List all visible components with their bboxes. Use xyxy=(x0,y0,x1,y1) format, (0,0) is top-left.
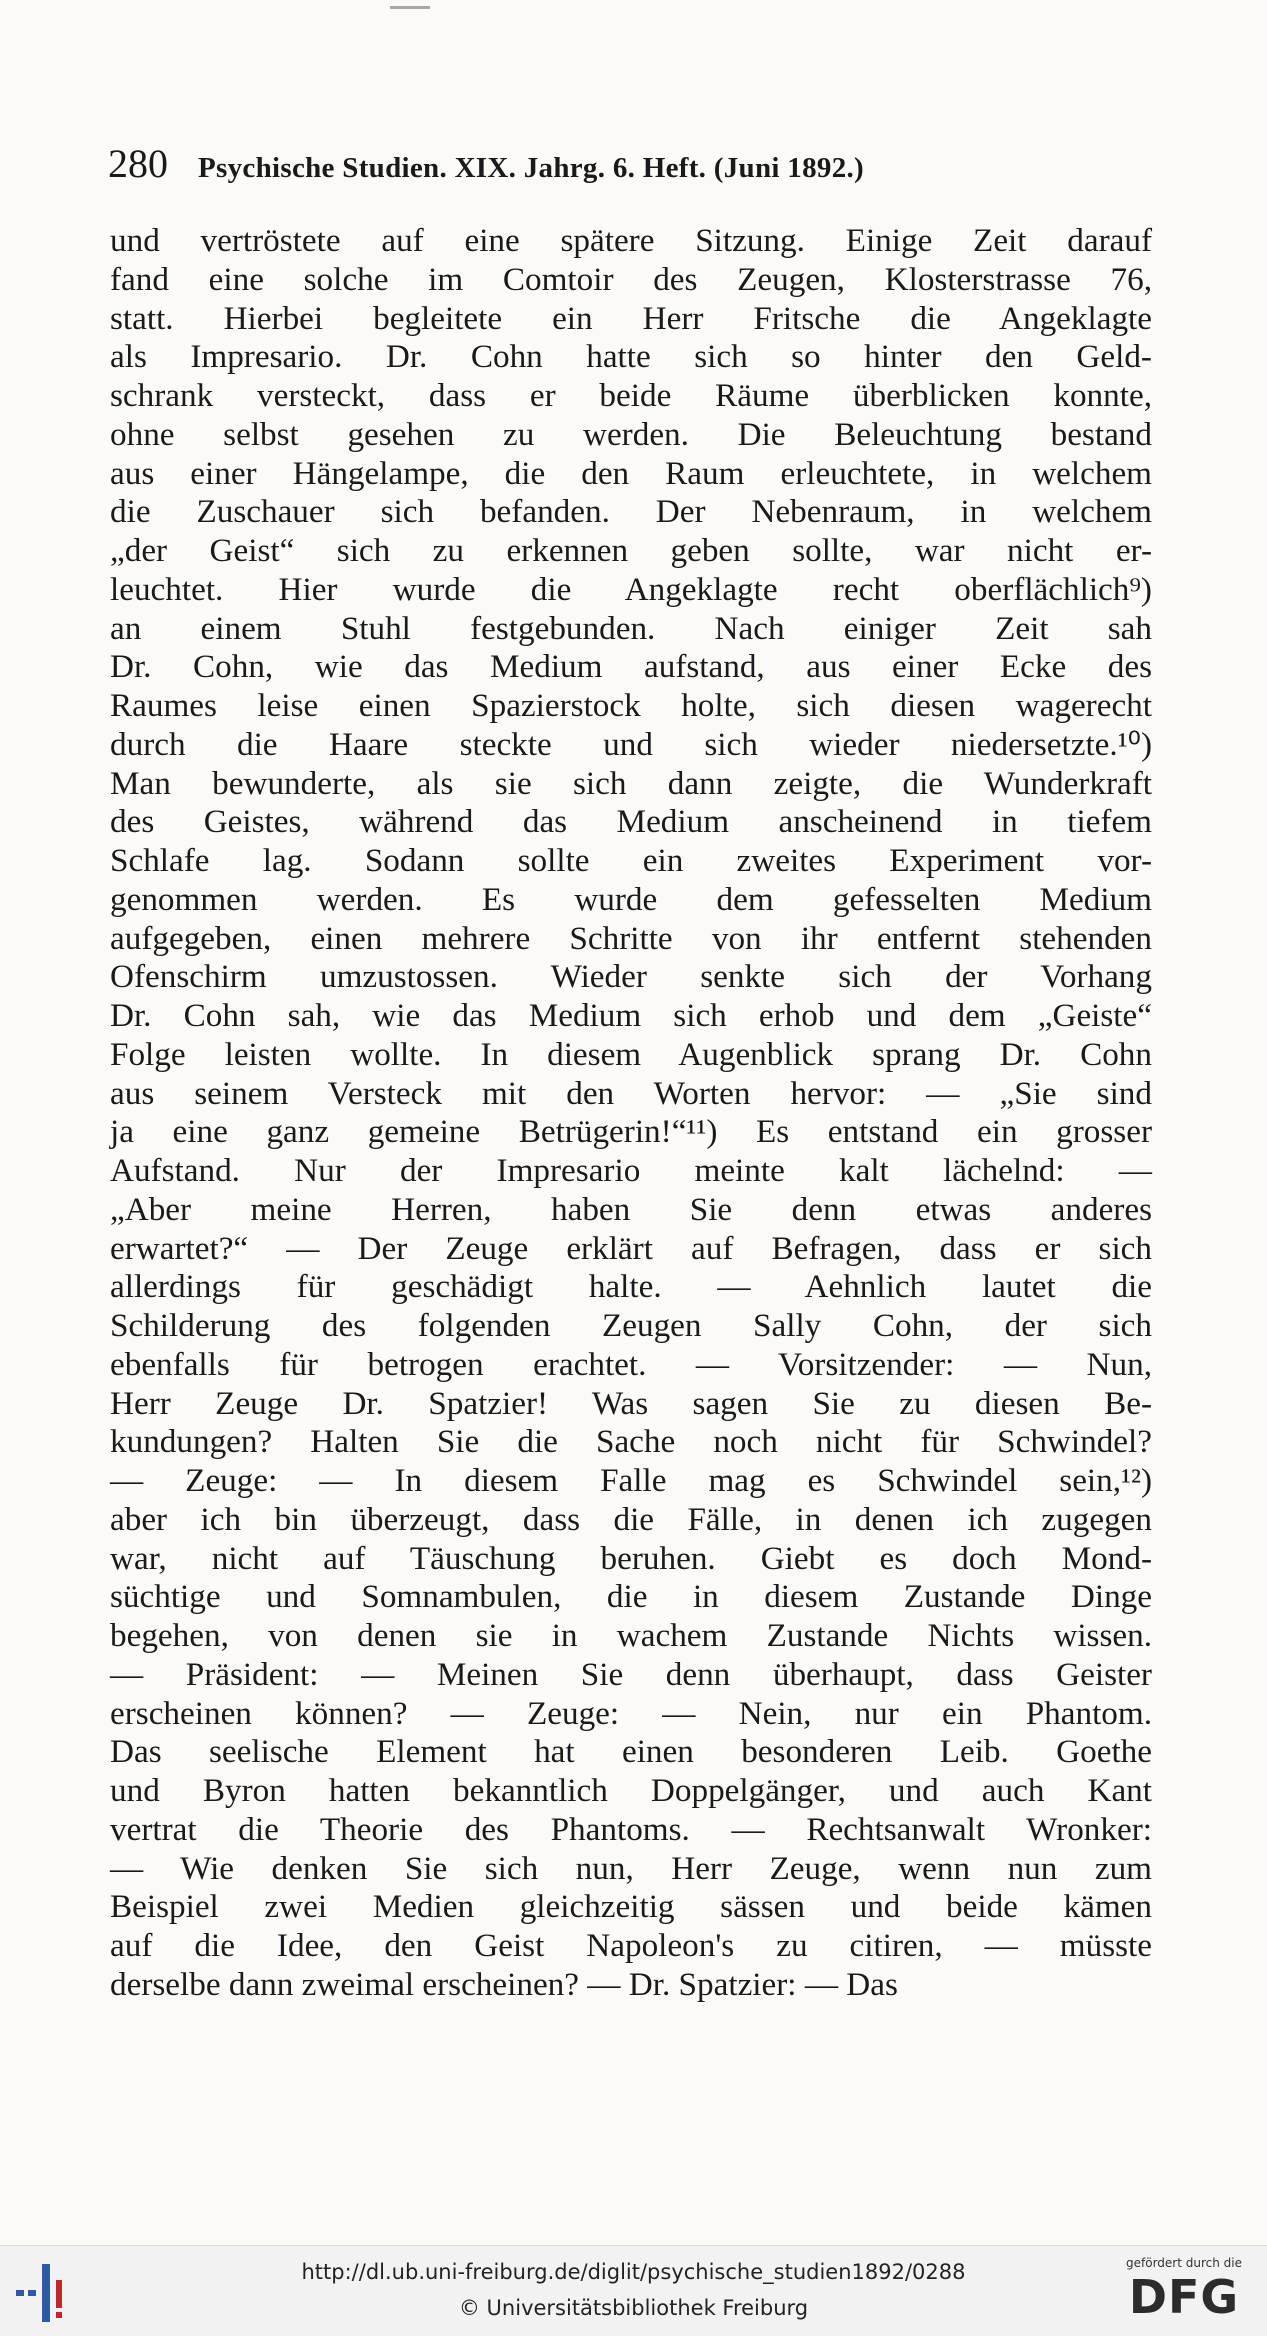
text-line: leuchtet. Hier wurde die Angeklagte recht oberflächlich⁹) xyxy=(110,570,1152,608)
text-line: ebenfalls für betrogen erachtet. — Vorsitzender: — Nun, xyxy=(110,1345,1152,1383)
dfg-badge xyxy=(1119,2256,1249,2332)
text-line: fand eine solche im Comtoir des Zeugen, Klosterstrasse 76, xyxy=(110,260,1152,298)
text-line: Das seelische Element hat einen besonderen Leib. Goethe xyxy=(110,1733,1152,1771)
text-line: „Aber meine Herren, haben Sie denn etwas anderes xyxy=(110,1190,1152,1228)
text-line: und Byron hatten bekanntlich Doppelgänger, und auch Kant xyxy=(110,1772,1152,1809)
text-line: statt. Hierbei begleitete ein Herr Fritsche die Angeklagte xyxy=(110,299,1152,337)
text-line: auf die Idee, den Geist Napoleon's zu citiren, — müsste xyxy=(110,1927,1152,1964)
text-line: „der Geist“ sich zu erkennen geben sollte, war nicht er- xyxy=(110,532,1152,569)
text-line: begehen, von denen sie in wachem Zustande Nichts wissen. xyxy=(110,1617,1152,1654)
footer-copyright: © Universitätsbibliothek Freiburg xyxy=(458,2296,809,2320)
text-line: Schilderung des folgenden Zeugen Sally Cohn, der sich xyxy=(110,1307,1152,1344)
dfg-caption: gefördert durch die xyxy=(1126,2256,1242,2270)
text-line: ohne selbst gesehen zu werden. Die Beleuchtung bestand xyxy=(110,415,1152,453)
text-line: Folge leisten wollte. In diesem Augenblick sprang Dr. Cohn xyxy=(110,1035,1152,1073)
text-line: war, nicht auf Täuschung beruhen. Giebt es doch Mond- xyxy=(110,1539,1152,1577)
text-line: erwartet?“ — Der Zeuge erklärt auf Befragen, dass er sich xyxy=(110,1229,1152,1267)
text-line: Schlafe lag. Sodann sollte ein zweites Experiment vor- xyxy=(110,842,1152,879)
text-line: Ofenschirm umzustossen. Wieder senkte sich der Vorhang xyxy=(110,958,1152,996)
text-line: süchtige und Somnambulen, die in diesem Zustande Dinge xyxy=(110,1578,1152,1616)
page-number: 280 xyxy=(108,141,168,186)
running-head xyxy=(108,140,1168,190)
text-line: aus seinem Versteck mit den Worten hervor: — „Sie sind xyxy=(110,1074,1152,1112)
text-line: genommen werden. Es wurde dem gefesselten Medium xyxy=(110,880,1152,918)
text-line: Herr Zeuge Dr. Spatzier! Was sagen Sie zu diesen Be- xyxy=(110,1384,1152,1422)
text-line: erscheinen können? — Zeuge: — Nein, nur ein Phantom. xyxy=(110,1694,1152,1732)
text-line: aber ich bin überzeugt, dass die Fälle, in denen ich zugegen xyxy=(110,1500,1152,1538)
text-line: an einem Stuhl festgebunden. Nach einiger Zeit sah xyxy=(110,609,1152,647)
text-line: — Präsident: — Meinen Sie denn überhaupt, dass Geister xyxy=(110,1655,1152,1693)
text-line: allerdings für geschädigt halte. — Aehnlich lautet die xyxy=(110,1268,1152,1306)
text-line: vertrat die Theorie des Phantoms. — Rechtsanwalt Wronker: xyxy=(110,1810,1152,1848)
text-line: — Wie denken Sie sich nun, Herr Zeuge, wenn nun zum xyxy=(110,1849,1152,1887)
text-line: — Zeuge: — In diesem Falle mag es Schwindel sein,¹²) xyxy=(110,1462,1152,1499)
text-line: aus einer Hängelampe, die den Raum erleuchtete, in welchem xyxy=(110,454,1152,492)
text-line: Dr. Cohn, wie das Medium aufstand, aus einer Ecke des xyxy=(110,648,1152,686)
text-line: schrank versteckt, dass er beide Räume überblicken konnte, xyxy=(110,377,1152,414)
text-line: aufgegeben, einen mehrere Schritte von ihr entfernt stehenden xyxy=(110,919,1152,957)
text-line: Man bewunderte, als sie sich dann zeigte, die Wunderkraft xyxy=(110,764,1152,802)
text-line: durch die Haare steckte und sich wieder niedersetzte.¹⁰) xyxy=(110,725,1152,763)
text-line: und vertröstete auf eine spätere Sitzung. Einige Zeit darauf xyxy=(110,222,1152,259)
text-line: Aufstand. Nur der Impresario meinte kalt lächelnd: — xyxy=(110,1152,1152,1189)
text-line: derselbe dann zweimal erscheinen? — Dr. Spatzier: — Das xyxy=(110,1965,898,2003)
dfg-logo: DFG xyxy=(1128,2270,1240,2324)
journal-header: Psychische Studien. XIX. Jahrg. 6. Heft. (Juni 1892.) xyxy=(198,152,865,184)
scan-mark xyxy=(390,6,430,9)
text-line: Dr. Cohn sah, wie das Medium sich erhob und dem „Geiste“ xyxy=(110,997,1152,1034)
text-line: ja eine ganz gemeine Betrügerin!“¹¹) Es entstand ein grosser xyxy=(110,1113,1152,1151)
text-line: als Impresario. Dr. Cohn hatte sich so hinter den Geld- xyxy=(110,338,1152,376)
footer-url-link[interactable]: http://dl.ub.uni-freiburg.de/diglit/psychische_studien1892/0288 xyxy=(301,2260,966,2284)
text-line: Raumes leise einen Spazierstock holte, sich diesen wagerecht xyxy=(110,687,1152,724)
footer-bar xyxy=(0,2245,1267,2336)
body-text xyxy=(110,222,1152,2005)
text-line: die Zuschauer sich befanden. Der Nebenraum, in welchem xyxy=(110,493,1152,531)
text-line: kundungen? Halten Sie die Sache noch nicht für Schwindel? xyxy=(110,1423,1152,1461)
text-line: Beispiel zwei Medien gleichzeitig sässen und beide kämen xyxy=(110,1888,1152,1926)
text-line: des Geistes, während das Medium anscheinend in tiefem xyxy=(110,803,1152,841)
